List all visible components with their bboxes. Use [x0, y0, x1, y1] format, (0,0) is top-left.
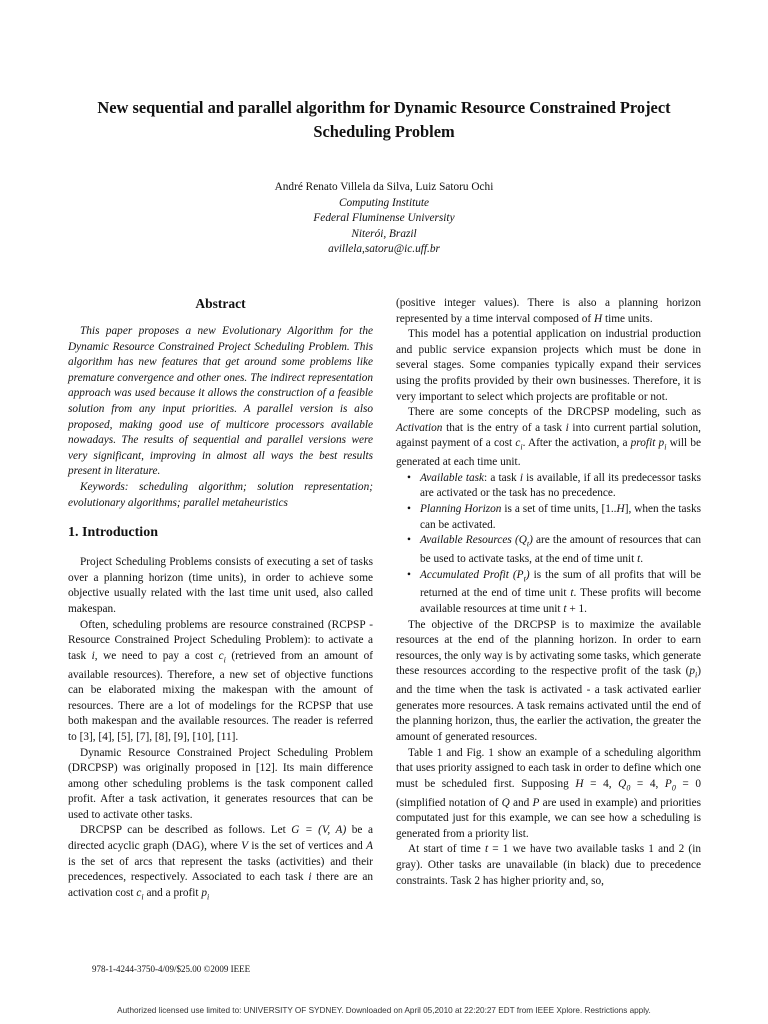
bullet-icon: • [407, 502, 411, 515]
definition-planning-horizon: • Planning Horizon is a set of time units, [1..H], when the tasks can be activated. [407, 502, 701, 531]
right-paragraph-2: There are some concepts of the DRCPSP modeling, such as Activation that is the entry of a task i into current partial solution, against payment of a cost $c_i$. After the activation, a profit $p_i$ will be generated at each time unit. [396, 406, 701, 469]
author-university: Federal Fluminense University [313, 212, 455, 224]
author-block [100, 180, 668, 258]
author-city: Niterói, Brazil [351, 227, 417, 240]
left-column [68, 296, 373, 905]
intro-paragraph-1: Project Scheduling Problems consists of executing a set of tasks over a planning horizon (time units), in order to achieve some objective usually related with the last time unit used, also called makespan. [68, 556, 373, 615]
definition-available-task: • Available task: a task i is available, if all its predecessor tasks are activated or the task has no precedence. [407, 471, 701, 500]
bullet-icon: • [407, 534, 411, 547]
right-paragraph-3: The objective of the DRCPSP is to maximize the available resources at the end of the planning horizon. In order to earn resources, the only way is by activating some tasks, which generate these resources according to the respective profit of the task $(p_i)$ and the time when the task is activated - a task activated earlier generates more resources. A task remains activated until the end of the planning horizon, thus, the earlier the activation, the greater the amount of generated resources. [396, 618, 701, 744]
section-heading-introduction: 1. Introduction [68, 525, 158, 541]
definition-list [396, 471, 701, 618]
bullet-icon: • [407, 471, 411, 484]
author-email: avillela,satoru@ic.uff.br [328, 243, 440, 255]
intro-paragraph-3: Dynamic Resource Constrained Project Scheduling Problem (DRCPSP) was originally proposed in [12]. Its main difference among other scheduling problems is the task component called profit. After a task activation, it generates resources that can be used to activate other tasks. [68, 746, 373, 821]
right-paragraph-0: (positive integer values). There is also a planning horizon represented by a time interval composed of H time units. [396, 297, 701, 325]
abstract-heading: Abstract [195, 296, 246, 311]
right-paragraph-4: Table 1 and Fig. 1 show an example of a scheduling algorithm that uses priority assigned to each task in order to define which one must be scheduled first. Supposing H = 4, $Q_0 = 4$, $P_0 = 0$ (simplified notation of Q and P are used in example) and priorities computated just for this example, we can see how a scheduling is generated from a priority list. [396, 746, 702, 840]
definition-available-resources: • Available Resources $(Q_t)$ are the amount of resources that can be used to activate tasks, at the end of time unit t. [407, 534, 701, 565]
author-department: Computing Institute [338, 196, 430, 209]
definition-accumulated-profit: • Accumulated Profit $(P_t)$ is the sum of all profits that will be returned at the end of time unit t. These profits will become available resources at time unit t + 1. [407, 568, 701, 616]
abstract-body: This paper proposes a new Evolutionary Algorithm for the Dynamic Resource Constrained Project Scheduling Problem. This algorithm has new features that get around some problems like premature convergence and other ones. The indirect representation approach was used because it allows the construction of a feasible solution from any input priorities. A parallel version is also proposed, making good use of multicore processors available nowadays. The results of sequential and parallel versions were very significant, improving in almost all ways the best results present in literature. [68, 325, 373, 478]
intro-paragraph-4: DRCPSP can be described as follows. Let G = (V, A) be a directed acyclic graph (DAG), where V is the set of vertices and A is the set of arcs that represent the tasks (activities) and their precedences, respectively. Associated to each task i there are an activation cost $c_i$ and a profit $p_i$ [68, 824, 373, 902]
author-names: André Renato Villela da Silva, Luiz Satoru Ochi [274, 181, 494, 193]
authorized-use-note: Authorized licensed use limited to: UNIVERSITY OF SYDNEY. Downloaded on April 05,2010 at 22:20:27 EDT from IEEE Xplore. Restrictions apply. [117, 1006, 651, 1015]
right-paragraph-5: At start of time t = 1 we have two available tasks 1 and 2 (in gray). Other tasks are unavailable (in black) due to precedence constraints. Task 2 has higher priority and, so, [396, 843, 701, 887]
right-paragraph-1: This model has a potential application on industrial production and public service expansion projects which must be done in several stages. Some companies typically expand their services using the profits provided by their own businesses. Therefore, it is very important to select which projects are profitable or not. [396, 328, 701, 403]
paper-title: New sequential and parallel algorithm for Dynamic Resource Constrained Project Scheduling Problem [97, 98, 671, 141]
intro-paragraph-2: Often, scheduling problems are resource constrained (RCPSP - Resource Constrained Project Scheduling Problem): to activate a task i, we need to pay a cost $c_i$ (retrieved from an amount of available resources). Therefore, a new set of objective functions can be elaborated mixing the makespan with the amount of resources. There are a lot of modelings for the RCPSP that use both makespan and the available resources. The reader is referred to [3], [4], [5], [7], [8], [9], [10], [11]. [68, 618, 373, 743]
footer-copyright: 978-1-4244-3750-4/09/$25.00 ©2009 IEEE [92, 964, 251, 974]
abstract-keywords: Keywords: scheduling algorithm; solution representation; evolutionary algorithms; parallel metaheuristics [68, 480, 373, 509]
bullet-icon: • [407, 568, 411, 581]
right-column [396, 296, 701, 889]
